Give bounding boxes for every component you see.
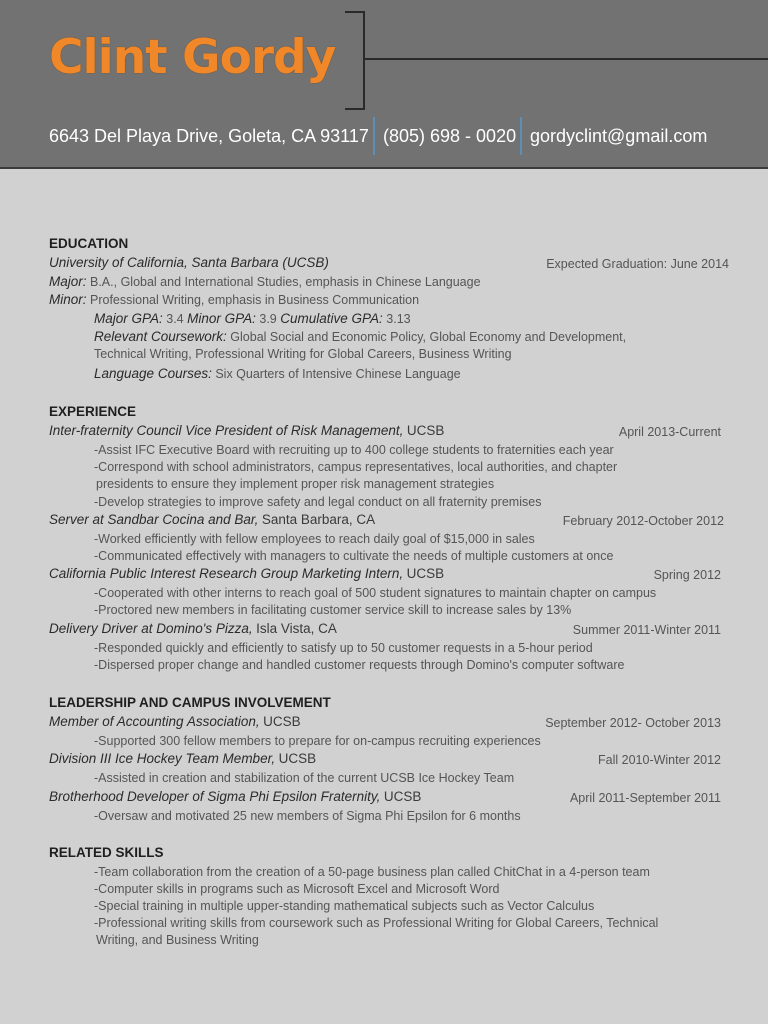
school-name: University of California, Santa Barbara (UCSB) — [49, 255, 329, 270]
major-line — [49, 274, 481, 289]
leadership-bullet: -Oversaw and motivated 25 new members of Sigma Phi Epsilon for 6 months — [94, 809, 521, 823]
contact-separator — [373, 117, 375, 155]
major-label: Major: — [49, 274, 87, 289]
leadership-org: UCSB — [278, 751, 317, 766]
job-title: Server at Sandbar Cocina and Bar, — [49, 512, 259, 527]
language-label: Language Courses: — [94, 366, 212, 381]
minor-value: Professional Writing, emphasis in Business Communication — [90, 293, 420, 307]
leadership-title: Division III Ice Hockey Team Member, — [49, 751, 276, 766]
experience-heading: EXPERIENCE — [49, 404, 137, 419]
minor-label: Minor: — [49, 292, 87, 307]
education-heading: EDUCATION — [49, 236, 129, 251]
leadership-title: Brotherhood Developer of Sigma Phi Epsilon Fraternity, — [49, 789, 381, 804]
leadership-date: Fall 2010-Winter 2012 — [598, 753, 721, 767]
job-org: UCSB — [406, 423, 445, 438]
job-bullet: -Develop strategies to improve safety and legal conduct on all fraternity premises — [94, 495, 542, 509]
leadership-date: September 2012- October 2013 — [545, 716, 721, 730]
job-bullet: -Cooperated with other interns to reach goal of 500 student signatures to maintain chapter on campus — [94, 586, 657, 600]
job-title-line — [49, 512, 375, 527]
leadership-title-line — [49, 789, 421, 804]
job-bullet: -Assist IFC Executive Board with recruiting up to 400 college students to fraternities each year — [94, 443, 614, 457]
job-bullet: presidents to ensure they implement proper risk management strategies — [96, 477, 495, 491]
contact-phone: (805) 698 - 0020 — [383, 126, 517, 146]
job-bullet: -Worked efficiently with fellow employees to reach daily goal of $15,000 in sales — [94, 532, 535, 546]
leadership-bullet: -Supported 300 fellow members to prepare for on-campus recruiting experiences — [94, 734, 541, 748]
job-title-line — [49, 423, 444, 438]
contact-email: gordyclint@gmail.com — [530, 126, 708, 146]
skill-bullet: -Professional writing skills from coursework such as Professional Writing for Global Careers, Technical — [94, 916, 659, 930]
major-gpa: 3.4 — [166, 312, 184, 326]
skill-bullet: -Special training in multiple upper-standing mathematical subjects such as Vector Calculus — [94, 899, 595, 913]
job-org: UCSB — [406, 566, 445, 581]
gpa-line — [94, 311, 411, 326]
job-org: Santa Barbara, CA — [261, 512, 376, 527]
cum-gpa: 3.13 — [386, 312, 411, 326]
leadership-org: UCSB — [383, 789, 422, 804]
contact-separator — [520, 117, 522, 155]
job-title: Inter-fraternity Council Vice President of Risk Management, — [49, 423, 404, 438]
job-title-line — [49, 566, 444, 581]
decorative-bracket — [345, 11, 365, 110]
skill-bullet: Writing, and Business Writing — [96, 933, 259, 947]
job-date: April 2013-Current — [618, 425, 721, 439]
language-line — [94, 366, 461, 381]
header-rule — [364, 58, 768, 60]
leadership-title-line — [49, 714, 301, 729]
job-date: Summer 2011-Winter 2011 — [572, 623, 721, 637]
cum-gpa-label: Cumulative GPA: — [280, 311, 383, 326]
job-title: California Public Interest Research Group Marketing Intern, — [49, 566, 404, 581]
leadership-org: UCSB — [263, 714, 301, 729]
minor-line — [49, 292, 419, 307]
job-date: February 2012-October 2012 — [562, 514, 724, 528]
job-date: Spring 2012 — [653, 568, 721, 582]
leadership-title: Member of Accounting Association, — [49, 714, 260, 729]
job-title-line — [49, 621, 337, 636]
leadership-bullet: -Assisted in creation and stabilization of the current UCSB Ice Hockey Team — [94, 771, 515, 785]
job-title: Delivery Driver at Domino's Pizza, — [49, 621, 253, 636]
job-bullet: -Correspond with school administrators, campus representatives, local authorities, and chapter — [94, 460, 618, 474]
minor-gpa: 3.9 — [259, 312, 277, 326]
candidate-name: Clint Gordy — [49, 30, 336, 85]
resume-header — [0, 0, 768, 169]
skill-bullet: -Computer skills in programs such as Microsoft Excel and Microsoft Word — [94, 882, 500, 896]
skill-bullet: -Team collaboration from the creation of a 50-page business plan called ChitChat in a 4-person team — [94, 865, 650, 879]
leadership-heading: LEADERSHIP AND CAMPUS INVOLVEMENT — [49, 695, 331, 710]
job-bullet: -Communicated effectively with managers to cultivate the needs of multiple customers at once — [94, 549, 614, 563]
minor-gpa-label: Minor GPA: — [187, 311, 256, 326]
job-bullet: -Responded quickly and efficiently to satisfy up to 50 customer requests in a 5-hour period — [94, 641, 593, 655]
coursework-line — [94, 329, 626, 344]
job-org: Isla Vista, CA — [256, 621, 337, 636]
leadership-date: April 2011-September 2011 — [569, 791, 721, 805]
leadership-title-line — [49, 751, 316, 766]
major-gpa-label: Major GPA: — [94, 311, 163, 326]
job-bullet: -Proctored new members in facilitating customer service skill to increase sales by 13% — [94, 603, 572, 617]
contact-address: 6643 Del Playa Drive, Goleta, CA 93117 — [49, 126, 369, 146]
graduation-date: Expected Graduation: June 2014 — [546, 257, 729, 271]
coursework-label: Relevant Coursework: — [94, 329, 227, 344]
major-value: B.A., Global and International Studies, emphasis in Chinese Language — [90, 275, 481, 289]
education-school-line — [49, 255, 329, 270]
language-value: Six Quarters of Intensive Chinese Language — [215, 367, 461, 381]
coursework-value: Global Social and Economic Policy, Global Economy and Development, — [230, 330, 627, 344]
skills-heading: RELATED SKILLS — [49, 845, 164, 860]
coursework-line-2: Technical Writing, Professional Writing for Global Careers, Business Writing — [94, 347, 512, 361]
job-bullet: -Dispersed proper change and handled customer requests through Domino's computer software — [94, 658, 625, 672]
